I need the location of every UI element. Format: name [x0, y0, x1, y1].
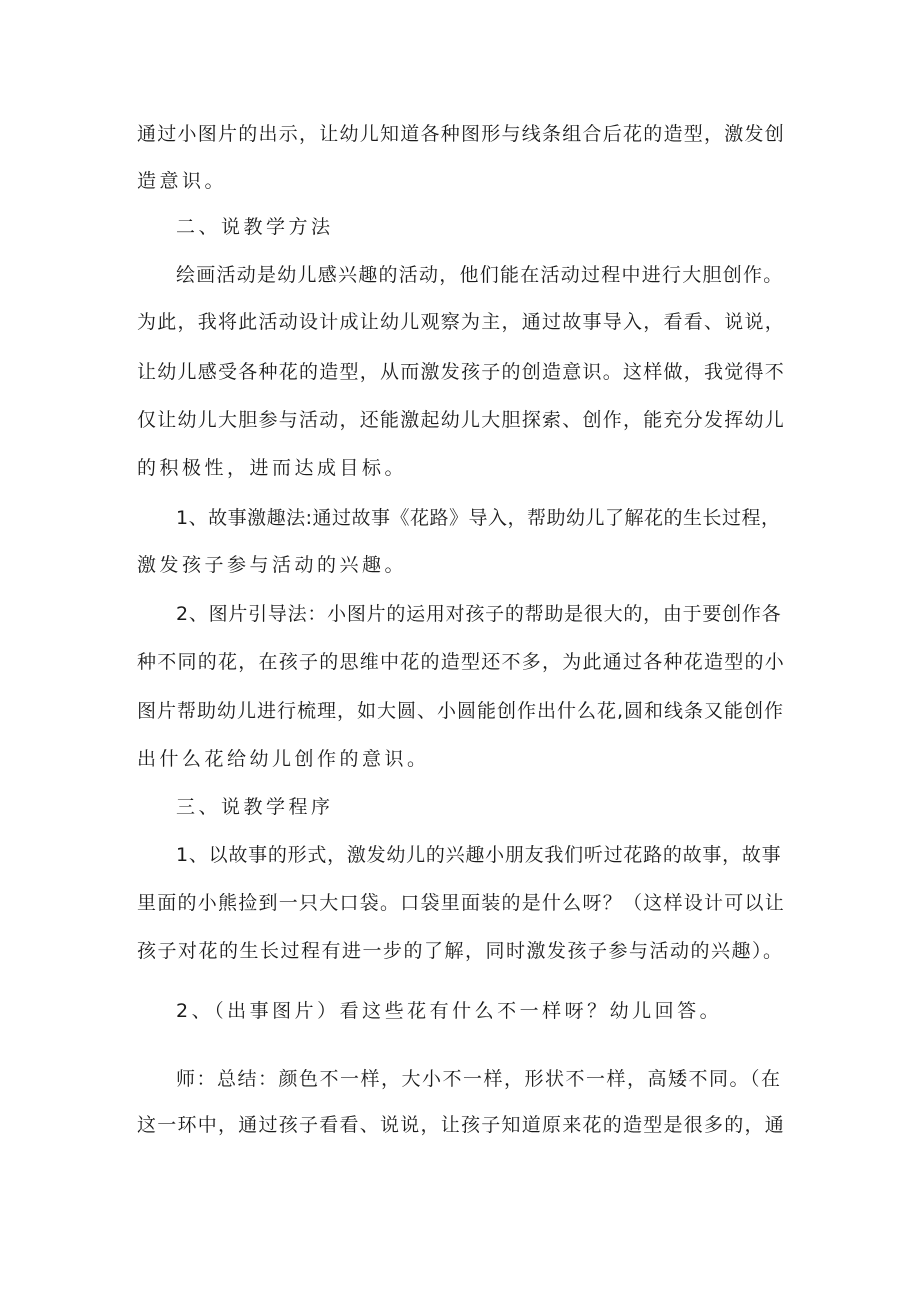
paragraph-line: 绘画活动是幼儿感兴趣的活动，他们能在活动过程中进行大胆创作。 [176, 264, 784, 286]
paragraph-line: 的积极性，进而达成目标。 [137, 457, 408, 479]
paragraph-line: 仅让幼儿大胆参与活动，还能激起幼儿大胆探索、创作，能充分发挥幼儿 [137, 409, 786, 431]
paragraph-line: 种不同的花，在孩子的思维中花的造型还不多，为此通过各种花造型的小 [137, 651, 786, 673]
paragraph-line: 里面的小熊捡到一只大口袋。口袋里面装的是什么呀？（这样设计可以让 [137, 892, 786, 914]
section-heading: 三、说教学程序 [176, 796, 334, 818]
paragraph-line: 通过小图片的出示，让幼儿知道各种图形与线条组合后花的造型，激发创 [137, 123, 786, 145]
paragraph-line: 师：总结：颜色不一样，大小不一样，形状不一样，高矮不同。（在 [176, 1068, 782, 1090]
paragraph-line: 2、（出事图片）看这些花有什么不一样呀？幼儿回答。 [176, 1000, 723, 1022]
paragraph-line: 出什么花给幼儿创作的意识。 [137, 748, 430, 770]
paragraph-line: 图片帮助幼儿进行梳理，如大圆、小圆能创作出什么花,圆和线条又能创作 [137, 700, 785, 722]
paragraph-line: 2、图片引导法：小图片的运用对孩子的帮助是很大的，由于要创作各 [176, 603, 782, 625]
paragraph-line: 这一环中，通过孩子看看、说说，让孩子知道原来花的造型是很多的，通 [137, 1114, 786, 1136]
paragraph-line: 1、故事激趣法:通过故事《花路》导入，帮助幼儿了解花的生长过程， [176, 507, 781, 529]
section-heading: 二、说教学方法 [176, 216, 334, 238]
paragraph-line: 孩子对花的生长过程有进一步的了解，同时激发孩子参与活动的兴趣）。 [137, 940, 784, 962]
paragraph-line: 为此，我将此活动设计成让幼儿观察为主，通过故事导入，看看、说说， [137, 311, 786, 333]
paragraph-line: 激发孩子参与活动的兴趣。 [137, 554, 408, 576]
paragraph-line: 造意识。 [137, 170, 228, 192]
paragraph-line: 让幼儿感受各种花的造型，从而激发孩子的创造意识。这样做，我觉得不 [137, 361, 786, 383]
paragraph-line: 1、以故事的形式，激发幼儿的兴趣小朋友我们听过花路的故事，故事 [176, 844, 782, 866]
